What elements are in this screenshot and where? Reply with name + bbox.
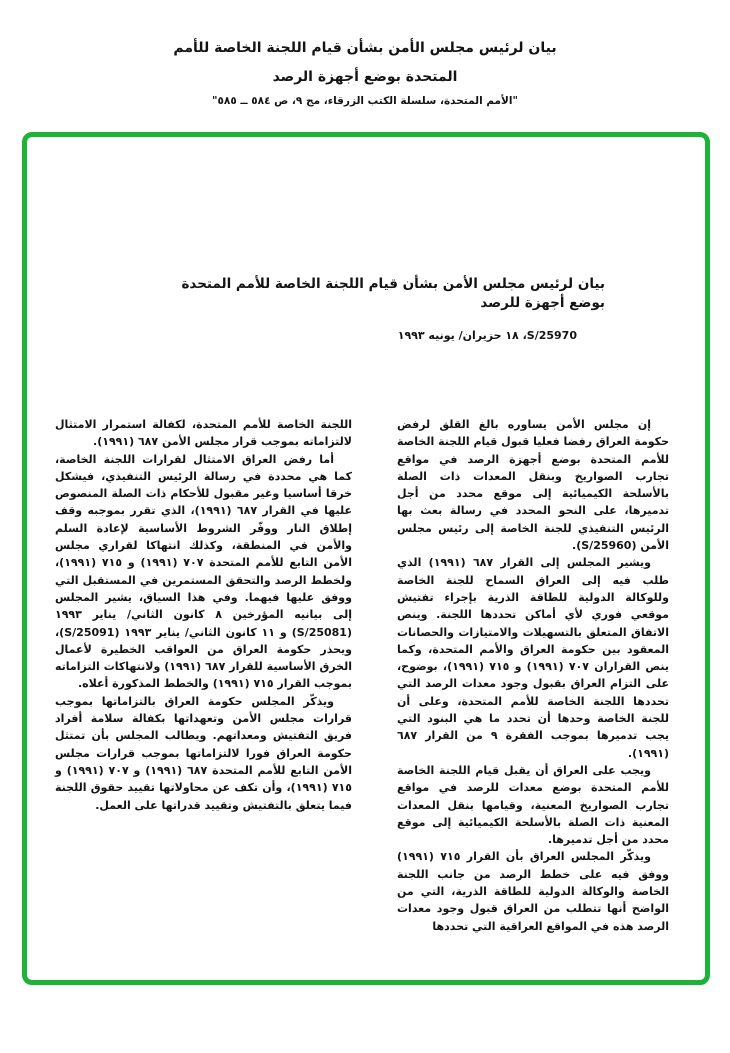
paragraph: أما رفض العراق الامتثال لقرارات اللجنة الخاصة، كما هي محددة في رسالة الرئيس التنفيذي، فيشكل خرقا أساسيا وغير مقبول للأحكام ذات الصلة المنصوص عليها في القرار ٦٨٧ (١٩٩١)، الذي تقرر بموجبه وقف إطلاق النار ووفّر الشروط الأساسية لإعادة السلم والأمن في المنطقة، وكذلك انتهاكا لقراري مجلس الأمن التابع للأمم المتحدة ٧٠٧ (١٩٩١) و ٧١٥ (١٩٩١)، ولخطط الرصد والتحقق المستمرين في المستقبل التي ووفق عليها فيهما. وفي هذا السياق، يشير المجلس إلى بيانيه المؤرخين ٨ كانون الثاني/ يناير ١٩٩٣ (S/25081) و ١١ كانون الثاني/ يناير ١٩٩٣ (S/25091)، ويحذر حكومة العراق من العواقب الخطيرة لأعمال الخرق الأساسية للقرار ٦٨٧ (١٩٩١) ولانتهاكات التزاماته بموجب القرار ٧١٥ (١٩٩١) والخطط المذكورة أعلاه.: [55, 452, 353, 691]
document-title: بيان لرئيس مجلس الأمن بشأن قيام اللجنة الخاصة للأمم المتحدة بوضع أجهزة للرصد: [181, 276, 605, 311]
page-header-source: "الأمم المتحدة، سلسلة الكتب الزرقاء، مج ٩، ص ٥٨٤ ــ ٥٨٥": [212, 95, 518, 107]
paragraph: ويجب على العراق أن يقبل قيام اللجنة الخاصة للأمم المتحدة بوضع معدات للرصد في مواقع تجارب الصواريخ المعنية، وقيامها بنقل المعدات المعنية ذات الصلة بالأسلحة الكيميائية إلى موقع محدد من أجل تدميرها.: [397, 763, 669, 847]
document-body: [27, 416, 705, 935]
paragraph: ويذكّر المجلس العراق بأن القرار ٧١٥ (١٩٩١) ووفق فيه على خطط الرصد من جانب اللجنة الخاصة والوكالة الدولية للطاقة الذرية، التي من الواضح أنها تتطلب من العراق قبول وجود معدات الرصد هذه في المواقع العراقية التي تحددها: [397, 850, 669, 933]
text-column-right: [397, 416, 669, 935]
paragraph: ويشير المجلس إلى القرار ٦٨٧ (١٩٩١) الذي طلب فيه إلى العراق السماح للجنة الخاصة وللوكالة الدولية للطاقة الذرية بإجراء تفتيش موقعي فوري لأي أماكن تحددها اللجنة. وينص الاتفاق المتعلق بالتسهيلات والامتيازات والحصانات المعقود بين حكومة العراق والأمم المتحدة، وكما ينص القراران ٧٠٧ (١٩٩١) و ٧١٥ (١٩٩١)، بوضوح، على التزام العراق بقبول وجود معدات الرصد التي تحددها اللجنة الخاصة للأمم المتحدة، وعلى أن للجنة الخاصة وحدها أن تحدد ما هي البنود التي يجب تدميرها بموجب الفقرة ٩ من القرار ٦٨٧ (١٩٩١).: [397, 556, 670, 760]
page-header: [0, 40, 730, 107]
page-header-title-line-2: المتحدة بوضع أجهزة الرصد: [272, 69, 458, 85]
document-reference: S/25970، ١٨ حزيران/ يونيه ١٩٩٣: [397, 329, 577, 342]
paragraph: ويذكّر المجلس حكومة العراق بالتزاماتها بموجب قرارات مجلس الأمن وتعهداتها بكفالة سلامة أفراد فريق التفتيش ومعداتهم. ويطالب المجلس بأن تمتثل حكومة العراق فورا لالتزاماتها بموجب قرارات مجلس الأمن التابع للأمم المتحدة ٦٨٧ (١٩٩١) و ٧٠٧ (١٩٩١) و ٧١٥ (١٩٩١)، وأن تكف عن محاولاتها تقييد حقوق اللجنة فيما يتعلق بالتفتيش وتقييد قدراتها على العمل.: [55, 694, 353, 812]
document-frame: [22, 132, 710, 985]
paragraph: اللجنة الخاصة للأمم المتحدة، لكفالة استمرار الامتثال لالتزاماته بموجب قرار مجلس الأمن ٦٨٧ (١٩٩١).: [55, 418, 352, 449]
page-header-title-line-1: بيان لرئيس مجلس الأمن بشأن قيام اللجنة الخاصة للأمم: [173, 40, 557, 56]
paragraph: إن مجلس الأمن يساوره بالغ القلق لرفض حكومة العراق رفضا فعليا قبول قيام اللجنة الخاصة للأمم المتحدة بوضع أجهزة الرصد في مواقع تجارب الصواريخ وبنقل المعدات ذات الصلة بالأسلحة الكيميائية إلى موقع محدد من أجل تدميرها، على النحو المحدد في رسالة بعث بها الرئيس التنفيذي للجنة الخاصة إلى رئيس مجلس الأمن (S/25960).: [397, 418, 669, 553]
text-column-left: [55, 416, 352, 935]
